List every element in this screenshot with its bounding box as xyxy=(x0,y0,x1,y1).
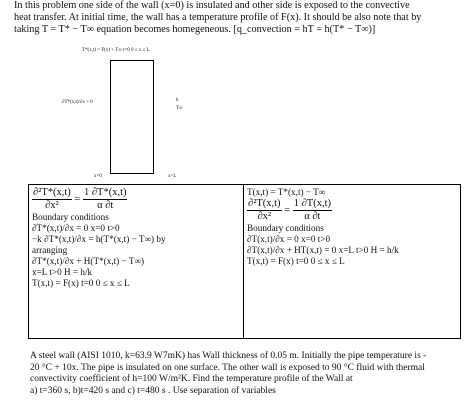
right-bc-title: Boundary conditions xyxy=(247,223,324,233)
right-pde-rhs-num: 1 ∂T(x,t) xyxy=(293,198,331,209)
intro-line-3: taking T = T* − T∞ equation becomes homegeneous. [q_convection = hT = h(T* − T∞)] xyxy=(14,24,376,36)
right-pde-den: ∂x² xyxy=(257,211,272,222)
left-ic: T(x,t) = F(x) t=0 0 ≤ x ≤ L xyxy=(32,278,130,288)
problem-line-1: A steel wall (AISI 1010, k=63.9 W7mK) has Wall thickness of 0.05 m. Initially the pipe temperature is - xyxy=(30,351,427,361)
right-pde: $\frac{\text{∂²T(x,t)}}{\text{∂x²}}$ = $\frac{1 \partial T(x,t)}{\alpha \partial t}$ xyxy=(248,198,331,222)
problem-line-3: convectivity coefficient of h=100 W/m²K. Find the temperature profile of the Wall at xyxy=(30,374,353,385)
left-bc-3: ∂T*(x,t)/∂x + H(T*(x,t) − T∞) xyxy=(32,256,145,266)
right-def: T(x,t) = T*(x,t) − T∞ xyxy=(247,187,326,197)
right-bc-2: ∂T(x,t)/∂x + HT(x,t) = 0 x=L t>0 H = h/k xyxy=(247,245,399,255)
intro-line-1: In this problem one side of the wall (x=0) is insulated and other side is exposed to the convective xyxy=(14,0,410,11)
left-bc-title: Boundary conditions xyxy=(32,212,109,222)
left-pde-den: ∂x² xyxy=(45,200,59,211)
right-ic: T(x,t) = F(x) t=0 0 ≤ x ≤ L xyxy=(247,256,345,266)
figure-top-label: T*(x,t) = F(x) + T∞ t=0 0 ≤ x ≤ L xyxy=(82,48,150,53)
problem-statement xyxy=(30,351,468,397)
left-equations xyxy=(29,185,244,339)
intro-paragraph xyxy=(14,0,466,37)
right-equations xyxy=(244,185,461,339)
left-arranging: arranging xyxy=(32,245,68,255)
left-pde-rhs-den: α ∂t xyxy=(97,200,114,211)
left-bc-4: x=L t>0 H = h/k xyxy=(32,267,93,277)
right-bc-1: ∂T(x,t)/∂x = 0 x=0 t>0 xyxy=(247,234,331,244)
problem-line-4: a) t=360 s, b)t=420 s and c) t=480 s . Use separation of variables xyxy=(30,385,276,396)
figure-xL: x=L xyxy=(168,174,177,179)
figure-x0: x=0 xyxy=(94,174,102,179)
left-pde-rhs-num: 1 ∂T*(x,t) xyxy=(83,187,127,198)
left-pde-eq: = xyxy=(74,193,81,205)
right-pde-rhs-den: α ∂t xyxy=(304,211,321,222)
left-bc-1: ∂T*(x,t)/∂x = 0 x=0 t>0 xyxy=(32,223,120,233)
left-pde-num: ∂²T*(x,t) xyxy=(33,187,71,198)
left-pde xyxy=(32,187,240,212)
figure-left-bc: ∂T*(x,t)/∂x = 0 xyxy=(62,100,93,105)
left-bc-2: −k ∂T*(x,t)/∂x = h(T*(x,t) − T∞) by xyxy=(32,234,166,244)
figure-right-h: h xyxy=(176,98,179,103)
equation-table xyxy=(28,184,461,339)
figure-right-tinf: T∞ xyxy=(176,106,183,111)
intro-line-2: heat transfer. At initial time, the wall has a temperature profile of F(x). It should be also note that by xyxy=(14,12,422,24)
wall-diagram xyxy=(110,60,154,174)
problem-line-2: 20 °C + 10x. The pipe is insulated on one surface. The other wall is exposed to 90 °C fluid with thermal xyxy=(30,362,425,373)
right-pde-num: ∂²T(x,t) xyxy=(248,198,281,209)
